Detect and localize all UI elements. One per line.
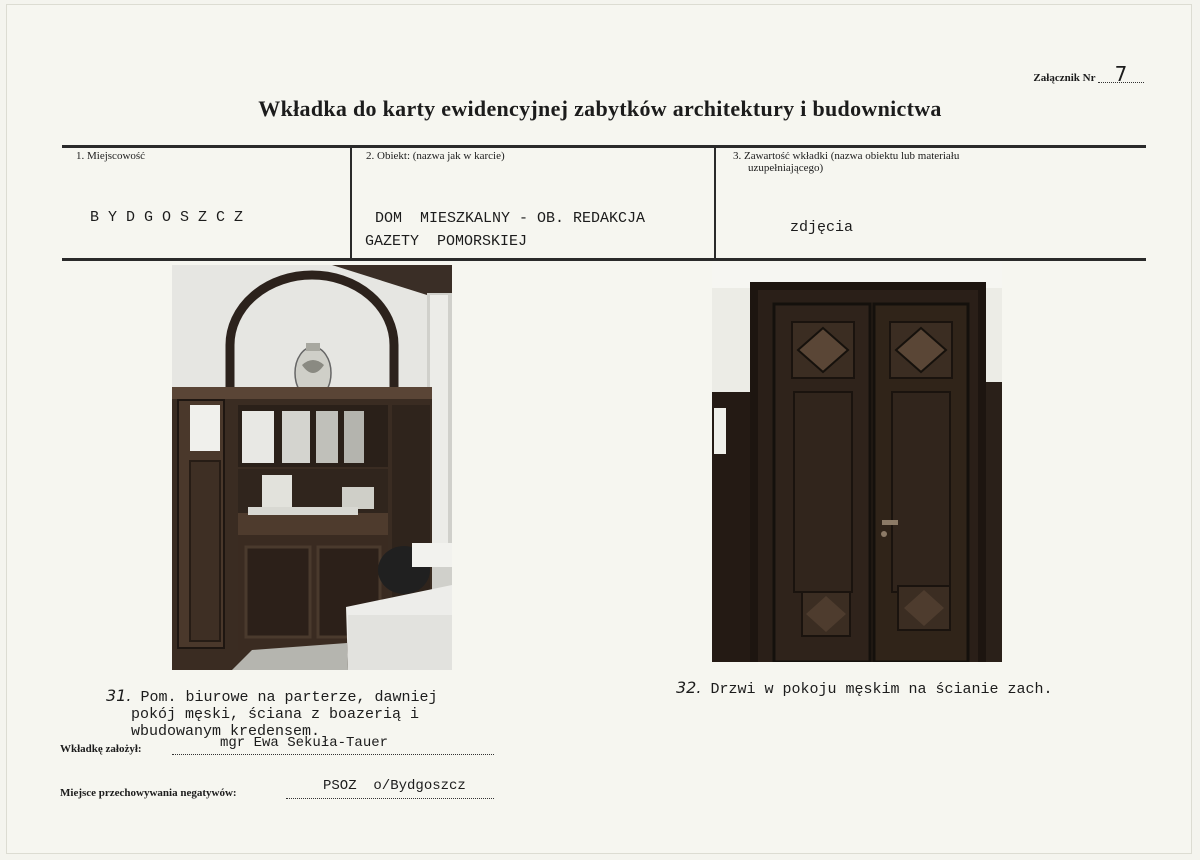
caption-32-number: 32. xyxy=(676,678,702,697)
contents-label-line2: uzupełniającego) xyxy=(748,162,824,174)
locality-value: B Y D G O S Z C Z xyxy=(90,209,244,226)
caption-31-text-1: Pom. biurowe na parterze, dawniej xyxy=(140,689,438,706)
author-label: Wkładkę założył: xyxy=(60,743,142,755)
photo-double-door xyxy=(712,262,1002,662)
locality-label: 1. Miejscowość xyxy=(76,150,146,162)
author-dotline xyxy=(172,754,494,755)
table-top-rule xyxy=(62,145,1146,148)
caption-32-text: Drzwi w pokoju męskim na ścianie zach. xyxy=(710,681,1053,698)
object-value-line1: DOM MIESZKALNY - OB. REDAKCJA xyxy=(375,210,646,227)
photo-office-interior xyxy=(172,265,452,670)
contents-value: zdjęcia xyxy=(790,219,854,236)
caption-32 xyxy=(676,678,1053,700)
author-value: mgr Ewa Sekuła-Tauer xyxy=(220,735,389,751)
caption-31-line3: wbudowanym kredensem. xyxy=(131,723,321,740)
table-bottom-rule xyxy=(62,258,1146,261)
caption-31-number: 31. xyxy=(106,686,132,705)
storage-dotline xyxy=(286,798,494,799)
annex-number xyxy=(1033,62,1144,86)
storage-value: PSOZ o/Bydgoszcz xyxy=(323,778,466,794)
object-label: 2. Obiekt: (nazwa jak w karcie) xyxy=(366,150,505,162)
caption-31-line2: pokój męski, ściana z boazerią i xyxy=(131,706,420,723)
object-value-line2: GAZETY POMORSKIEJ xyxy=(365,233,528,250)
column-divider-2 xyxy=(714,146,716,258)
column-divider-1 xyxy=(350,146,352,258)
annex-number-value: 7 xyxy=(1098,66,1144,83)
contents-label-line1: 3. Zawartość wkładki (nazwa obiektu lub materiału xyxy=(733,150,960,162)
storage-label: Miejsce przechowywania negatywów: xyxy=(60,787,237,799)
page-title: Wkładka do karty ewidencyjnej zabytków architektury i budownictwa xyxy=(258,96,942,121)
annex-label: Załącznik Nr xyxy=(1033,72,1096,84)
